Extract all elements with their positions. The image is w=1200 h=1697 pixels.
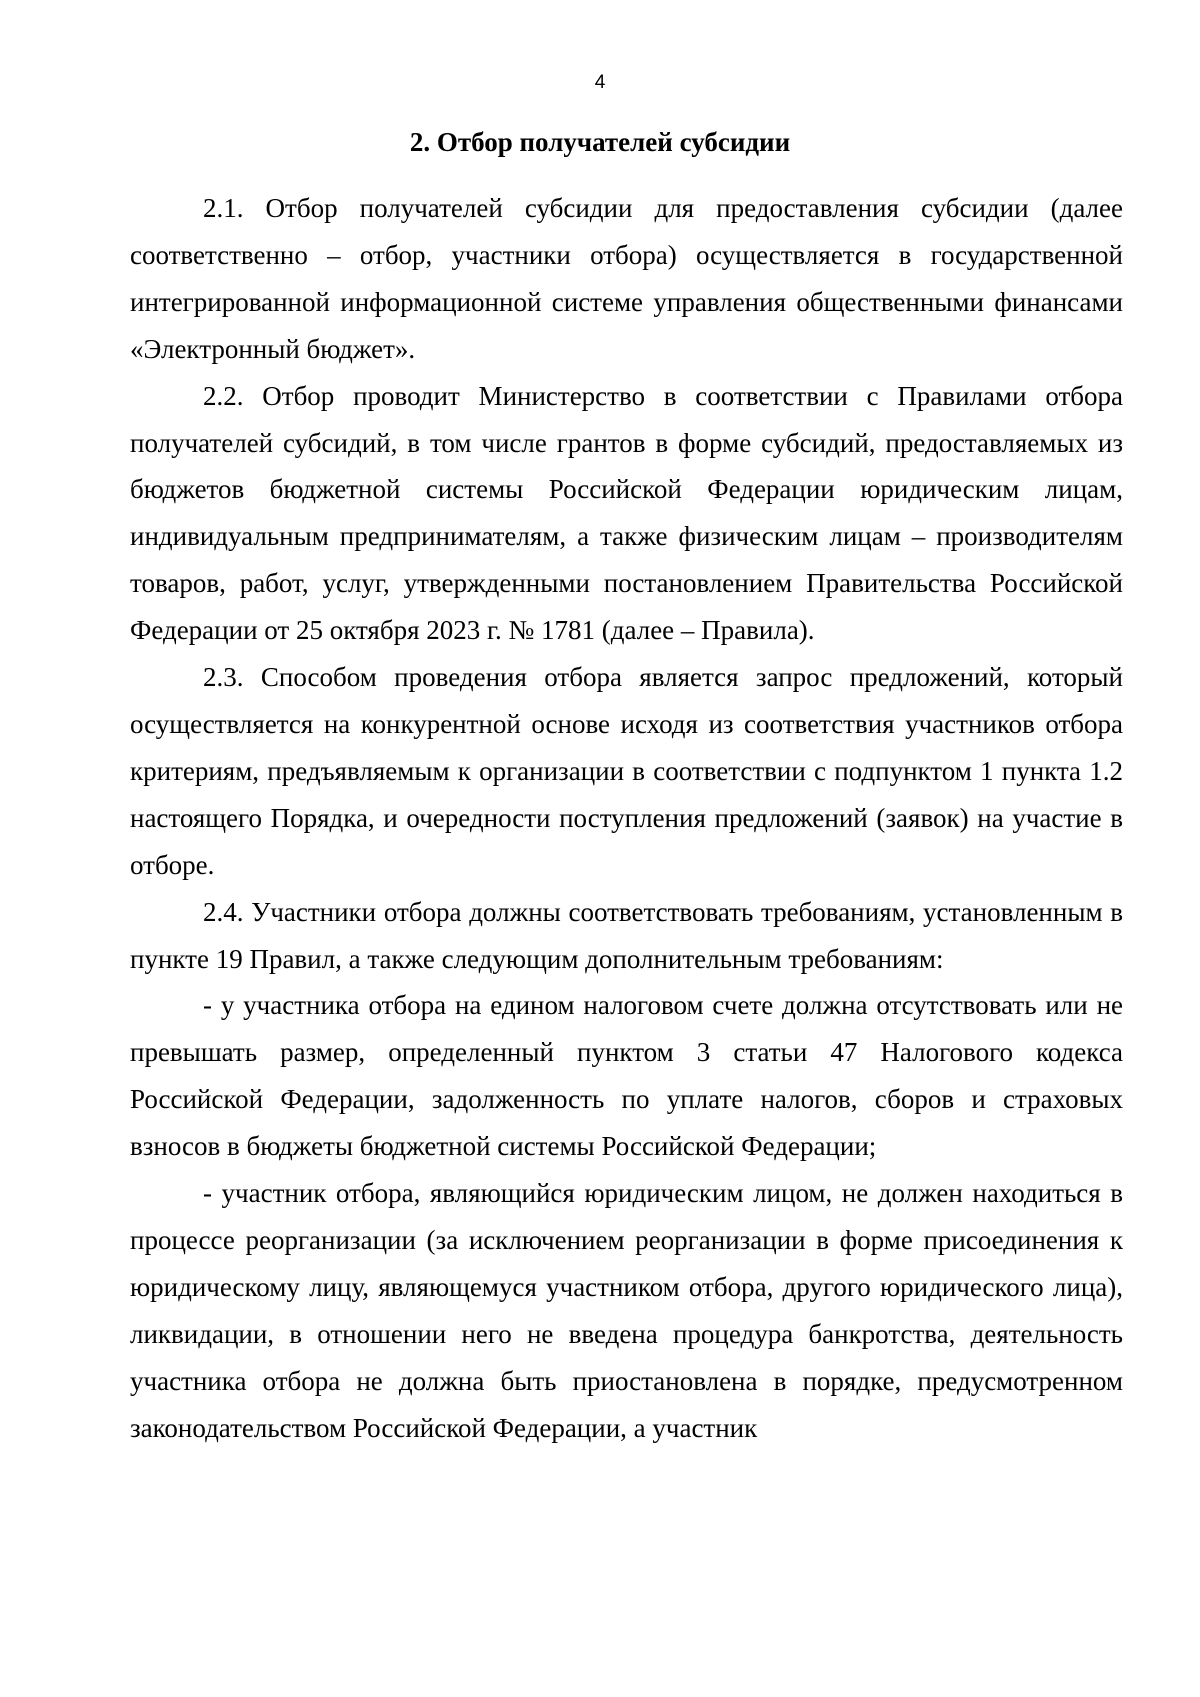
requirement-tax-debt: - у участника отбора на едином налоговом счете должна отсутствовать или не превышать размер, определенный пунктом 3 статьи 47 Налогового кодекса Российской Федерации, задолженность по уплате налогов, сборов и страховых взносов в бюджеты бюджетной системы Российской Федерации;	[130, 990, 1123, 1162]
document-body	[130, 185, 1123, 1451]
paragraph-2-2: 2.2. Отбор проводит Министерство в соответствии с Правилами отбора получателей субсидий, в том числе грантов в форме субсидий, предоставляемых из бюджетов бюджетной системы Российской Федерации юридическим лицам, индивидуальным предпринимателям, а также физическим лицам – производителям товаров, работ, услуг, утвержденными постановлением Правительства Российской Федерации от 25 октября 2023 г. № 1781 (далее – Правила).	[130, 380, 1123, 646]
paragraph-2-4: 2.4. Участники отбора должны соответствовать требованиям, установленным в пункте 19 Правил, а также следующим дополнительным требованиям:	[130, 896, 1123, 974]
page-number: 4	[594, 72, 606, 93]
section-heading: 2. Отбор получателей субсидии	[409, 127, 791, 157]
paragraph-2-3: 2.3. Способом проведения отбора является запрос предложений, который осуществляется на конкурентной основе исходя из соответствия участников отбора критериям, предъявляемым к организации в соответствии с подпунктом 1 пункта 1.2 настоящего Порядка, и очередности поступления предложений (заявок) на участие в отборе.	[130, 662, 1123, 880]
requirement-reorganization: - участник отбора, являющийся юридическим лицом, не должен находиться в процессе реорганизации (за исключением реорганизации в форме присоединения к юридическому лицу, являющемуся участником отбора, другого юридического лица), ликвидации, в отношении него не введена процедура банкротства, деятельность участника отбора не должна быть приостановлена в порядке, предусмотренном законодательством Российской Федерации, а участник	[130, 1178, 1123, 1443]
paragraph-2-1: 2.1. Отбор получателей субсидии для предоставления субсидии (далее соответственно – отбор, участники отбора) осуществляется в государственной интегрированной информационной системе управления общественными финансами «Электронный бюджет».	[130, 193, 1123, 364]
